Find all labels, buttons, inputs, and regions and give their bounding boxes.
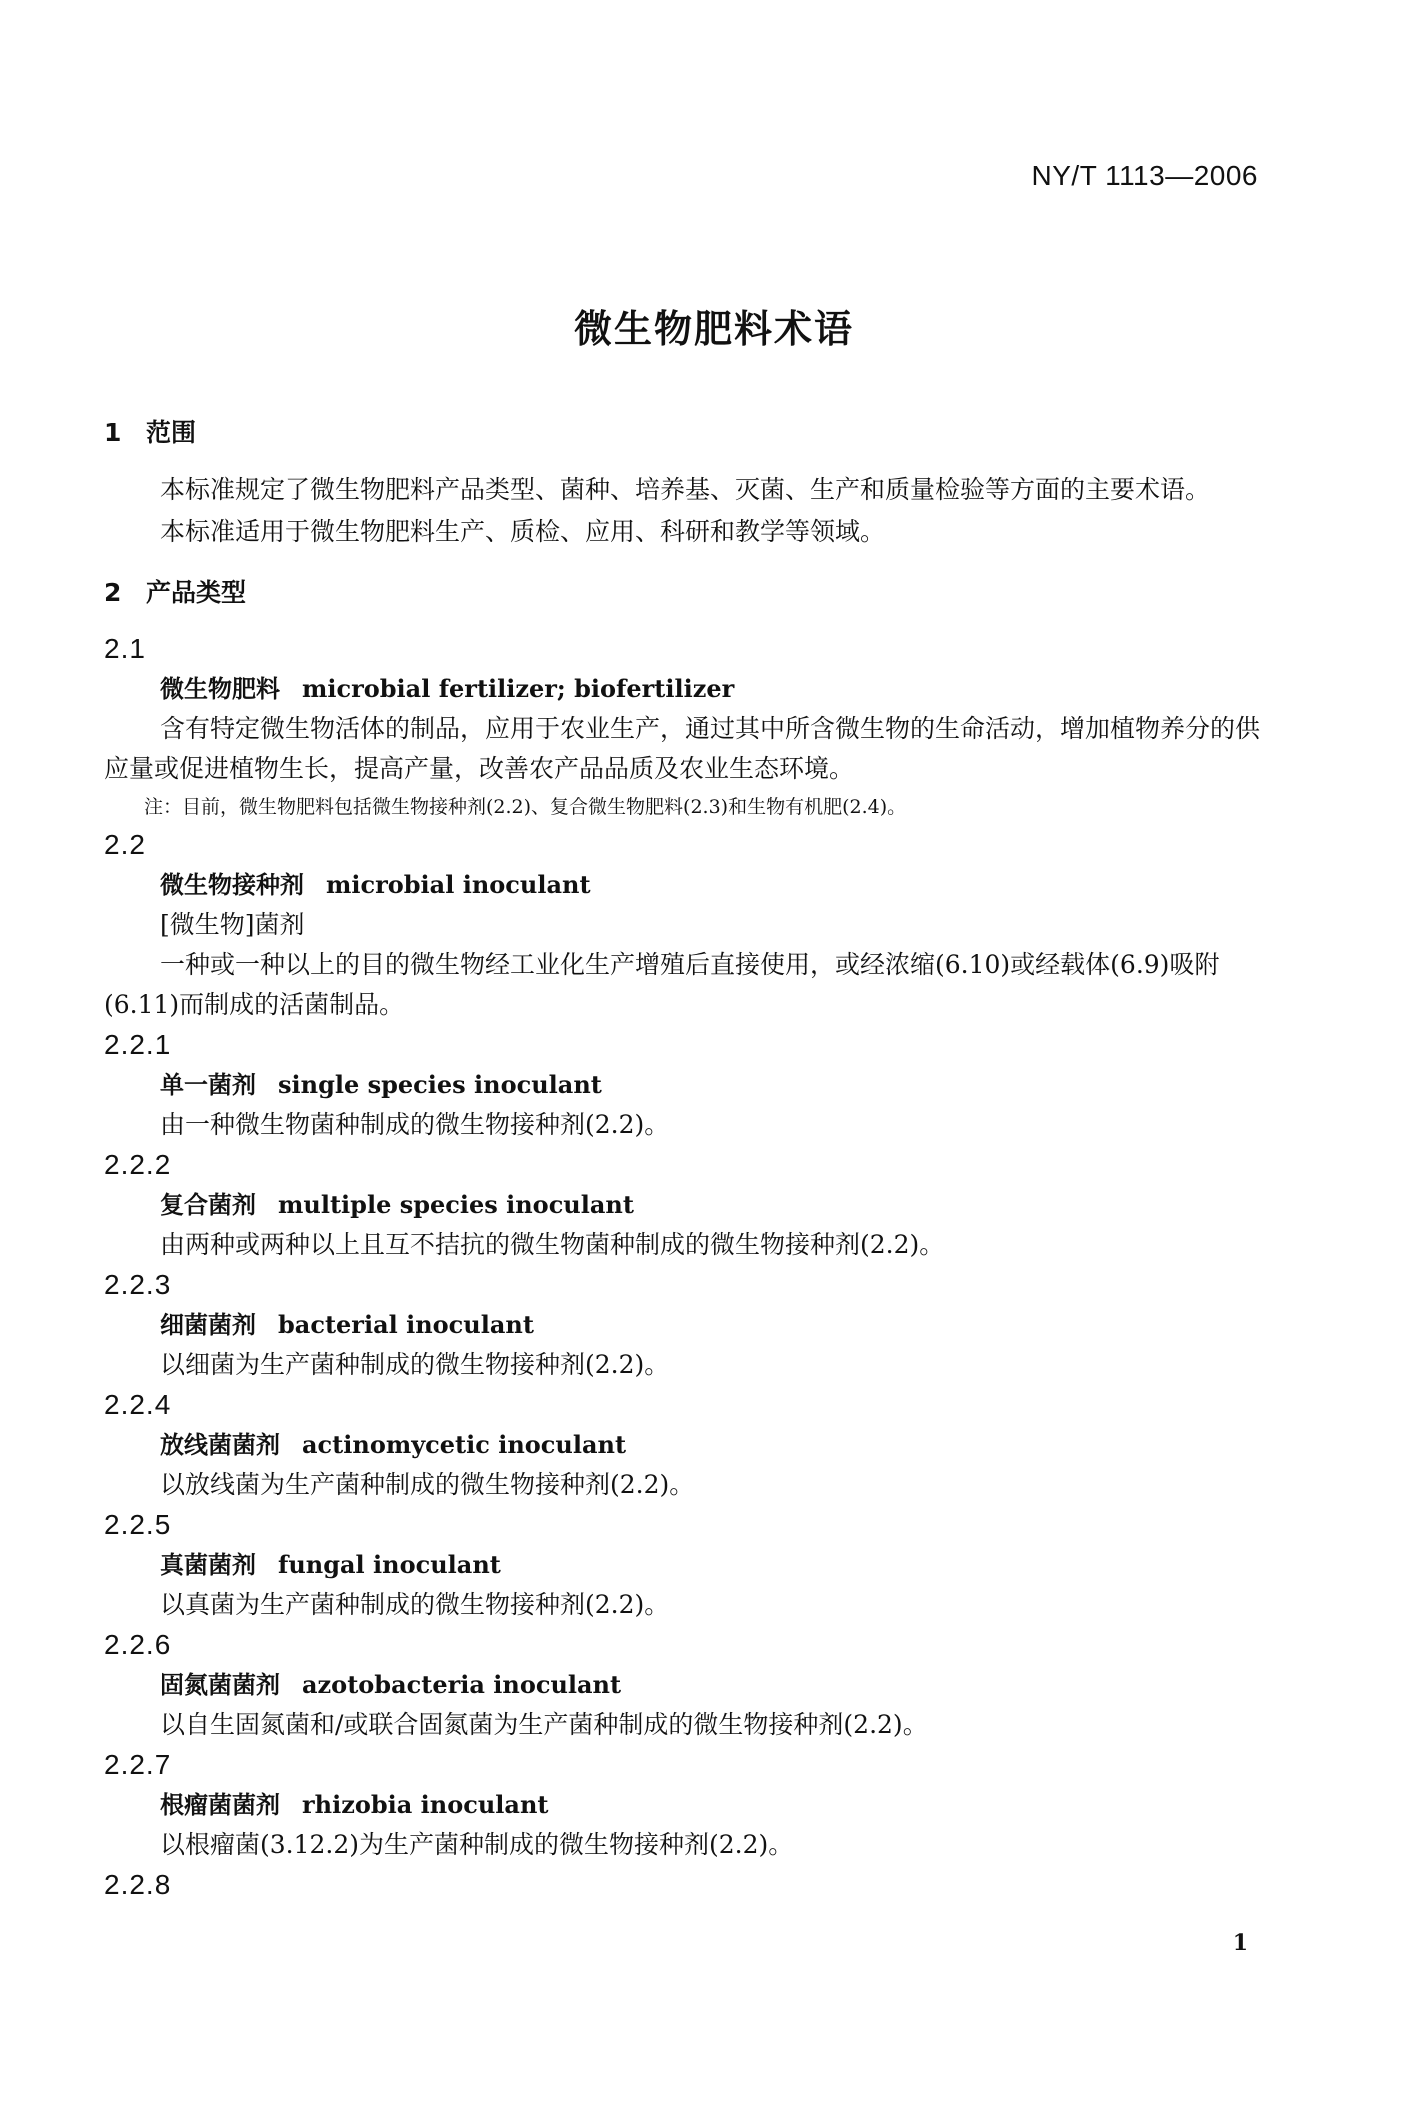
- term-english: single species inoculant: [278, 1070, 602, 1099]
- term-name: [104, 669, 1264, 709]
- term-english: multiple species inoculant: [278, 1190, 634, 1219]
- scope-paragraph: 本标准规定了微生物肥料产品类型、菌种、培养基、灭菌、生产和质量检验等方面的主要术语。: [160, 475, 1211, 504]
- section-heading-product-types: [104, 575, 1264, 611]
- term-chinese: 根瘤菌菌剂: [160, 1791, 280, 1819]
- term-number: 2.1: [104, 633, 146, 664]
- term-definition: 以真菌为生产菌种制成的微生物接种剂(2.2)。: [160, 1590, 670, 1619]
- scope-paragraph: 本标准适用于微生物肥料生产、质检、应用、科研和教学等领域。: [160, 517, 886, 546]
- term-definition: 以根瘤菌(3.12.2)为生产菌种制成的微生物接种剂(2.2)。: [160, 1830, 794, 1859]
- page-number: 1: [1232, 1930, 1248, 1956]
- term-definition: 由一种微生物菌种制成的微生物接种剂(2.2)。: [160, 1110, 670, 1139]
- standard-code: NY/T 1113—2006: [1031, 160, 1258, 191]
- section-title: 产品类型: [146, 578, 247, 607]
- term-chinese: 微生物肥料: [160, 675, 280, 703]
- term-number: 2.2.6: [104, 1629, 172, 1660]
- term-number: 2.2.5: [104, 1509, 172, 1540]
- term-english: azotobacteria inoculant: [302, 1670, 622, 1699]
- term-name: [104, 1305, 1264, 1345]
- term-number: 2.2.1: [104, 1029, 172, 1060]
- term-synonym: [微生物]菌剂: [160, 910, 305, 939]
- term-english: bacterial inoculant: [278, 1310, 534, 1339]
- term-english: fungal inoculant: [278, 1550, 501, 1579]
- term-name: [104, 1665, 1264, 1705]
- term-name: [104, 1785, 1264, 1825]
- document-title: 微生物肥料术语: [573, 307, 854, 351]
- term-chinese: 真菌菌剂: [160, 1551, 256, 1579]
- term-chinese: 单一菌剂: [160, 1071, 256, 1099]
- term-name: [104, 1545, 1264, 1585]
- section-number: 2: [104, 578, 122, 607]
- section-number: 1: [104, 418, 122, 447]
- section-heading-scope: [104, 415, 1264, 451]
- term-definition: 以自生固氮菌和/或联合固氮菌为生产菌种制成的微生物接种剂(2.2)。: [160, 1710, 928, 1739]
- term-name: [104, 1065, 1264, 1105]
- term-english: microbial inoculant: [326, 870, 591, 899]
- term-number: 2.2.2: [104, 1149, 172, 1180]
- term-chinese: 细菌菌剂: [160, 1311, 256, 1339]
- term-english: rhizobia inoculant: [302, 1790, 549, 1819]
- term-note: 注：目前，微生物肥料包括微生物接种剂(2.2)、复合微生物肥料(2.3)和生物有机肥(2.4)。: [144, 796, 907, 818]
- term-chinese: 固氮菌菌剂: [160, 1671, 280, 1699]
- section-title: 范围: [146, 418, 197, 447]
- term-number: 2.2.7: [104, 1749, 172, 1780]
- term-definition: 含有特定微生物活体的制品，应用于农业生产，通过其中所含微生物的生命活动，增加植物养分的供应量或促进植物生长，提高产量，改善农产品品质及农业生态环境。: [104, 714, 1261, 783]
- term-number: 2.2.8: [104, 1869, 172, 1900]
- term-name: [104, 865, 1264, 905]
- term-definition: 一种或一种以上的目的微生物经工业化生产增殖后直接使用，或经浓缩(6.10)或经载体(6.9)吸附(6.11)而制成的活菌制品。: [104, 950, 1220, 1019]
- term-definition: 以细菌为生产菌种制成的微生物接种剂(2.2)。: [160, 1350, 670, 1379]
- term-definition: 由两种或两种以上且互不拮抗的微生物菌种制成的微生物接种剂(2.2)。: [160, 1230, 945, 1259]
- term-english: microbial fertilizer; biofertilizer: [302, 674, 735, 703]
- term-chinese: 微生物接种剂: [160, 871, 304, 899]
- term-chinese: 复合菌剂: [160, 1191, 256, 1219]
- term-english: actinomycetic inoculant: [302, 1430, 627, 1459]
- term-chinese: 放线菌菌剂: [160, 1431, 280, 1459]
- term-name: [104, 1185, 1264, 1225]
- term-number: 2.2.4: [104, 1389, 172, 1420]
- term-name: [104, 1425, 1264, 1465]
- term-number: 2.2: [104, 829, 146, 860]
- term-definition: 以放线菌为生产菌种制成的微生物接种剂(2.2)。: [160, 1470, 695, 1499]
- term-number: 2.2.3: [104, 1269, 172, 1300]
- document-body: [104, 415, 1264, 1905]
